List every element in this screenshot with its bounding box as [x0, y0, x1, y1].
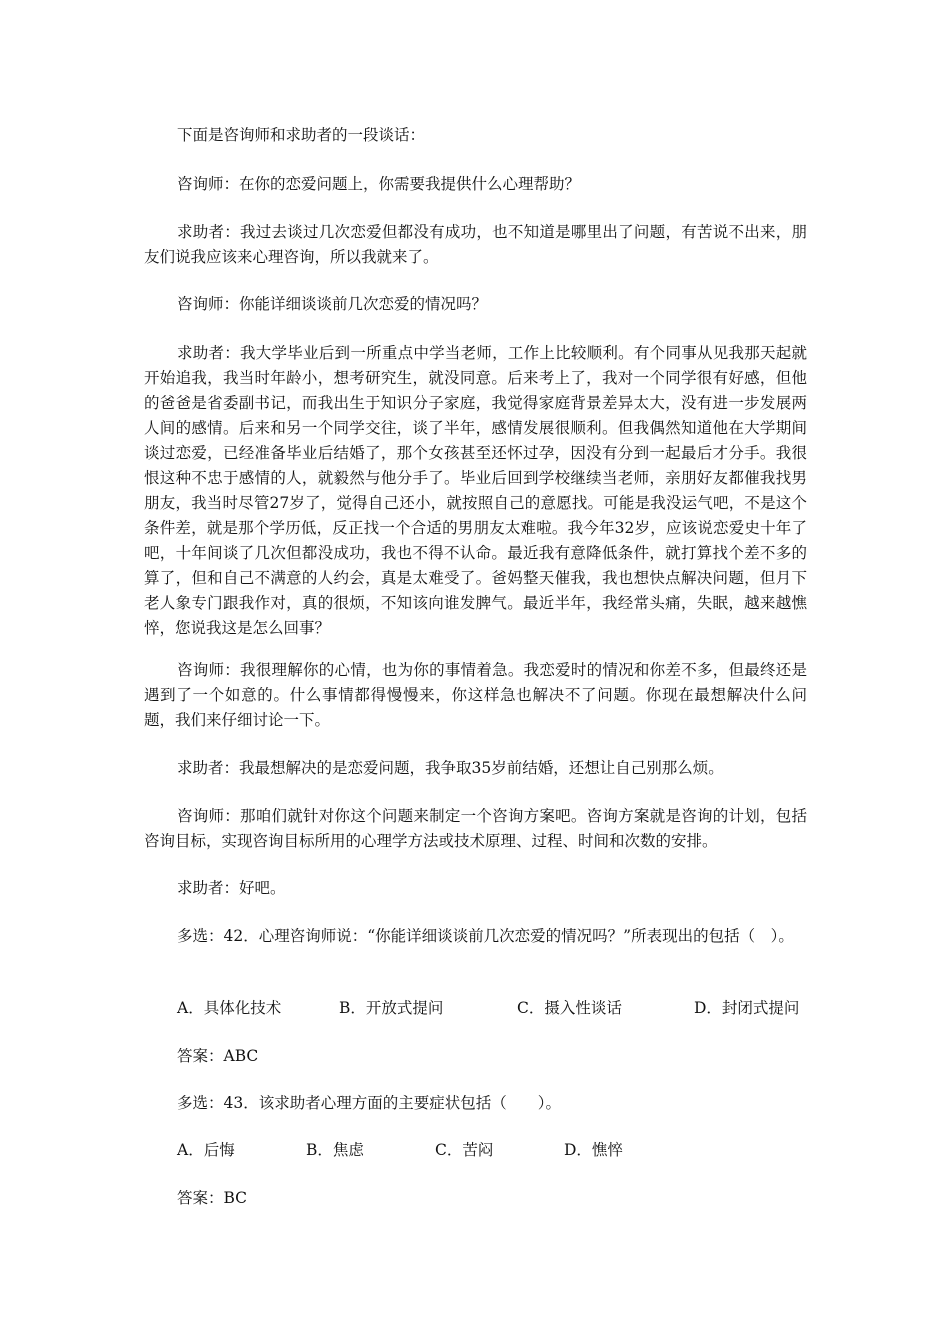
question-43-option-a: A．后悔	[177, 1141, 235, 1159]
intro-paragraph: 下面是咨询师和求助者的一段谈话：	[177, 126, 426, 144]
client-line: 求助者：我大学毕业后到一所重点中学当老师，工作上比较顺利。有个同事从见我那天起就开始追我，我当时年龄小，想考研究生，就没同意。后来考上了，我对一个同学很有好感，但他的爸爸是省委副书记，而我出生于知识分子家庭，我觉得家庭背景差异太大，没有进一步发展两人间的感情。后来和另一个同学交往，谈了半年，感情发展很顺利。但我偶然知道他在大学期间谈过恋爱，已经准备毕业后结婚了，那个女孩甚至还怀过孕，因没有分到一起最后才分手。我很恨这种不忠于感情的人，就毅然与他分手了。毕业后回到学校继续当老师，亲朋好友都催我找男朋友，我当时尽管27岁了，觉得自己还小，就按照自己的意愿找。可能是我没运气吧，不是这个条件差，就是那个学历低，反正找一个合适的男朋友太难啦。我今年32岁，应该说恋爱史十年了吧，十年间谈了几次但都没成功，我也不得不认命。最近我有意降低条件，就打算找个差不多的算了，但和自己不满意的人约会，真是太难受了。爸妈整天催我，我也想快点解决问题，但月下老人象专门跟我作对，真的很烦，不知该向谁发脾气。最近半年，我经常头痛，失眠，越来越憔悴，您说我这是怎么回事？	[144, 344, 807, 637]
client-line: 求助者：好吧。	[177, 879, 286, 897]
counselor-line: 咨询师：那咱们就针对你这个问题来制定一个咨询方案吧。咨询方案就是咨询的计划，包括咨询目标，实现咨询目标所用的心理学方法或技术原理、过程、时间和次数的安排。	[144, 807, 807, 850]
question-42-option-a: A．具体化技术	[177, 999, 282, 1017]
client-line: 求助者：我过去谈过几次恋爱但都没有成功，也不知道是哪里出了问题，有苦说不出来，朋友们说我应该来心理咨询，所以我就来了。	[144, 223, 807, 266]
question-43-option-b: B．焦虑	[306, 1141, 364, 1159]
question-43-option-c: C．苦闷	[435, 1141, 494, 1159]
question-43-stem: 多选：43．该求助者心理方面的主要症状包括（ ）。	[177, 1094, 561, 1112]
question-42-option-d: D．封闭式提问	[694, 999, 800, 1017]
counselor-line: 咨询师：我很理解你的心情，也为你的事情着急。我恋爱时的情况和你差不多，但最终还是遇到了一个如意的。什么事情都得慢慢来，你这样急也解决不了问题。你现在最想解决什么问题，我们来仔细讨论一下。	[144, 661, 807, 729]
client-line: 求助者：我最想解决的是恋爱问题，我争取35岁前结婚，还想让自己别那么烦。	[177, 759, 724, 777]
question-42-answer: 答案：ABC	[177, 1047, 259, 1065]
counselor-line: 咨询师：在你的恋爱问题上，你需要我提供什么心理帮助？	[177, 175, 581, 193]
question-42-option-b: B．开放式提问	[339, 999, 444, 1017]
question-42-stem: 多选：42．心理咨询师说：“你能详细谈谈前几次恋爱的情况吗？”所表现出的包括（ ）。	[177, 927, 794, 945]
counselor-line: 咨询师：你能详细谈谈前几次恋爱的情况吗？	[177, 295, 488, 313]
question-43-answer: 答案：BC	[177, 1189, 248, 1207]
question-43-option-d: D．憔悴	[564, 1141, 623, 1159]
question-42-option-c: C．摄入性谈话	[517, 999, 622, 1017]
